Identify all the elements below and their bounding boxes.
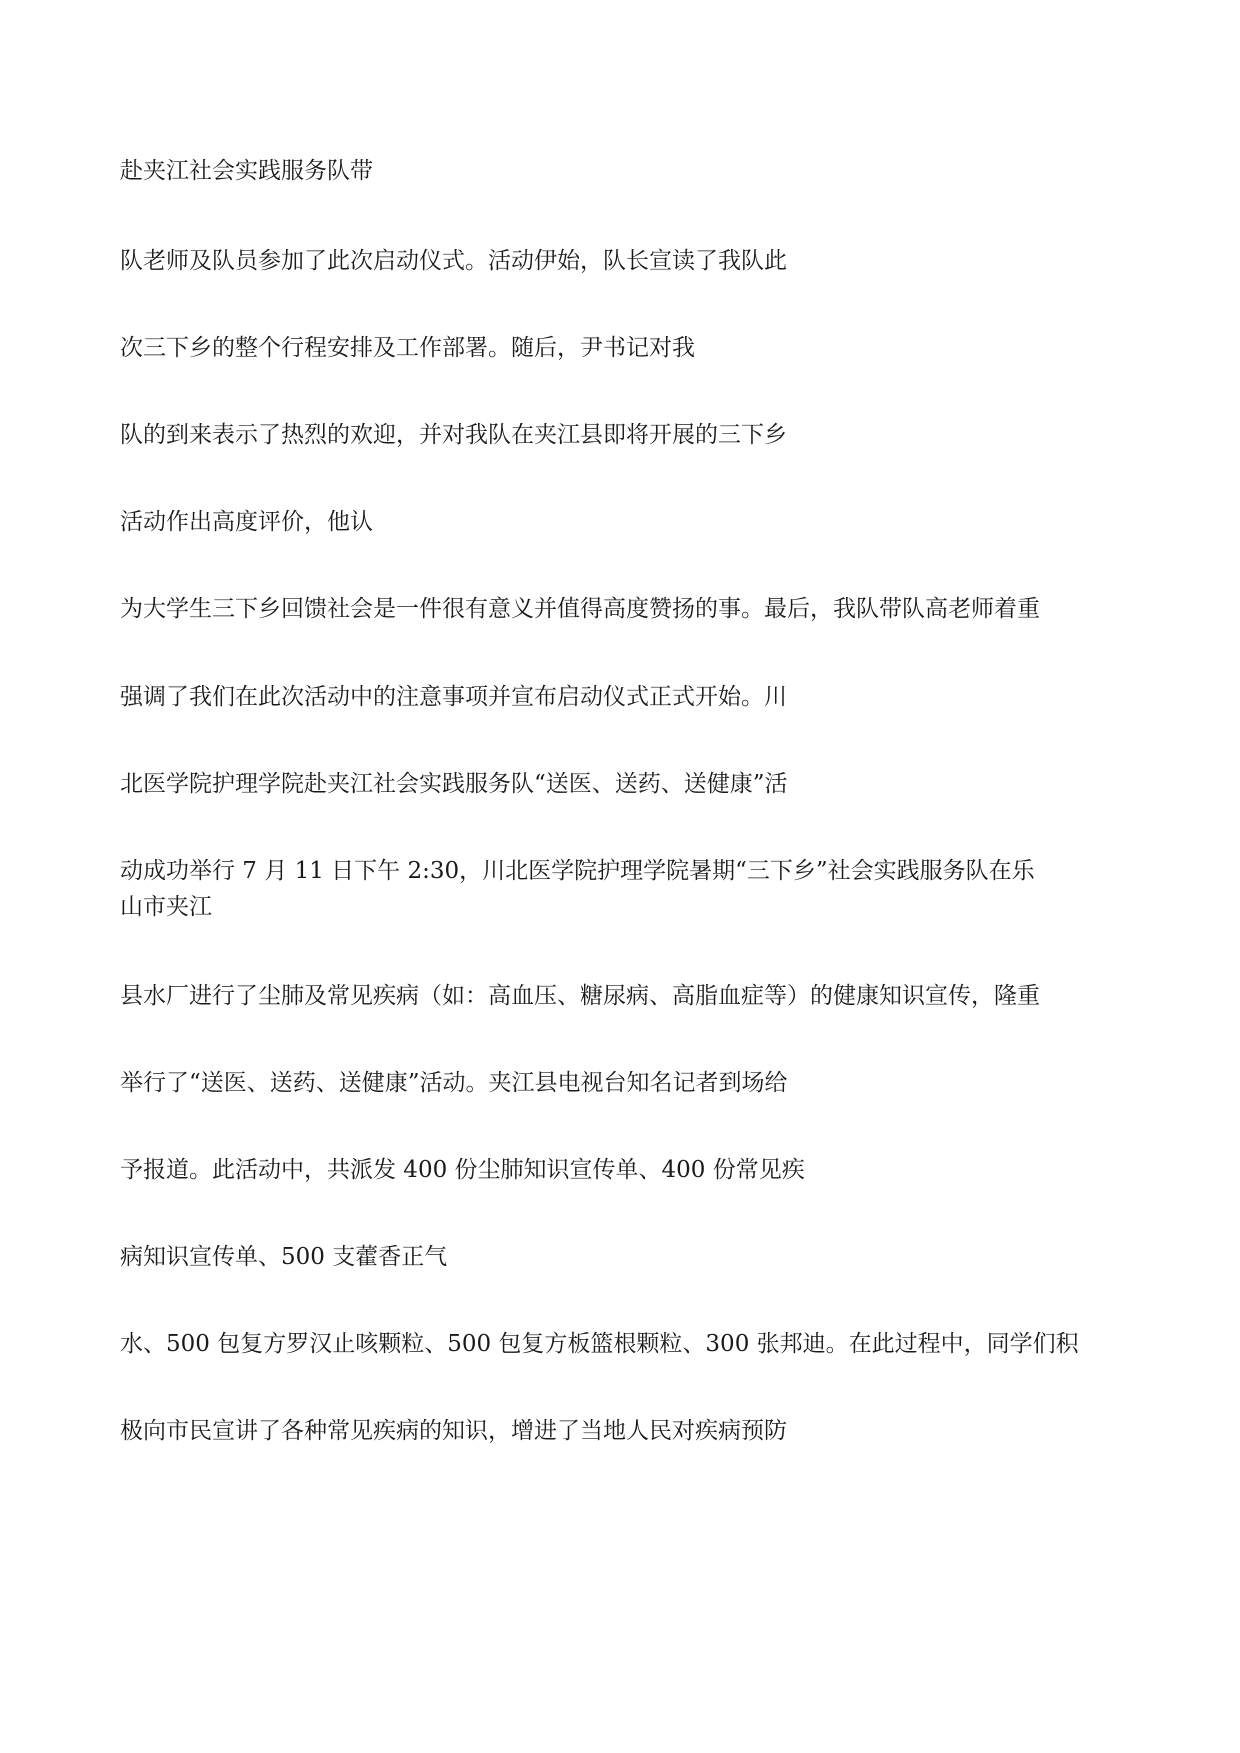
text-line: 病知识宣传单、500 支藿香正气 bbox=[120, 1244, 448, 1270]
text-line: 山市夹江 bbox=[120, 894, 212, 920]
text-line: 举行了“送医、送药、送健康”活动。夹江县电视台知名记者到场给 bbox=[120, 1070, 788, 1096]
text-line: 活动作出高度评价，他认 bbox=[120, 509, 373, 535]
text-line: 为大学生三下乡回馈社会是一件很有意义并值得高度赞扬的事。最后，我队带队高老师着重 bbox=[120, 596, 1040, 622]
text-line: 强调了我们在此次活动中的注意事项并宣布启动仪式正式开始。川 bbox=[120, 684, 787, 710]
text-line: 赴夹江社会实践服务队带 bbox=[120, 158, 373, 184]
text-line: 予报道。此活动中，共派发 400 份尘肺知识宣传单、400 份常见疾 bbox=[120, 1157, 805, 1183]
text-line: 次三下乡的整个行程安排及工作部署。随后，尹书记对我 bbox=[120, 335, 695, 361]
text-line: 极向市民宣讲了各种常见疾病的知识，增进了当地人民对疾病预防 bbox=[120, 1418, 787, 1444]
text-line: 水、500 包复方罗汉止咳颗粒、500 包复方板篮根颗粒、300 张邦迪。在此过程中，同学们积 bbox=[120, 1331, 1079, 1357]
text-line: 动成功举行 7 月 11 日下午 2:30，川北医学院护理学院暑期“三下乡”社会实践服务队在乐 bbox=[120, 858, 1035, 884]
text-line: 队老师及队员参加了此次启动仪式。活动伊始，队长宣读了我队此 bbox=[120, 248, 787, 274]
text-line: 队的到来表示了热烈的欢迎，并对我队在夹江县即将开展的三下乡 bbox=[120, 422, 787, 448]
text-line: 北医学院护理学院赴夹江社会实践服务队“送医、送药、送健康”活 bbox=[120, 771, 788, 797]
text-line: 县水厂进行了尘肺及常见疾病（如：高血压、糖尿病、高脂血症等）的健康知识宣传，隆重 bbox=[120, 983, 1040, 1009]
